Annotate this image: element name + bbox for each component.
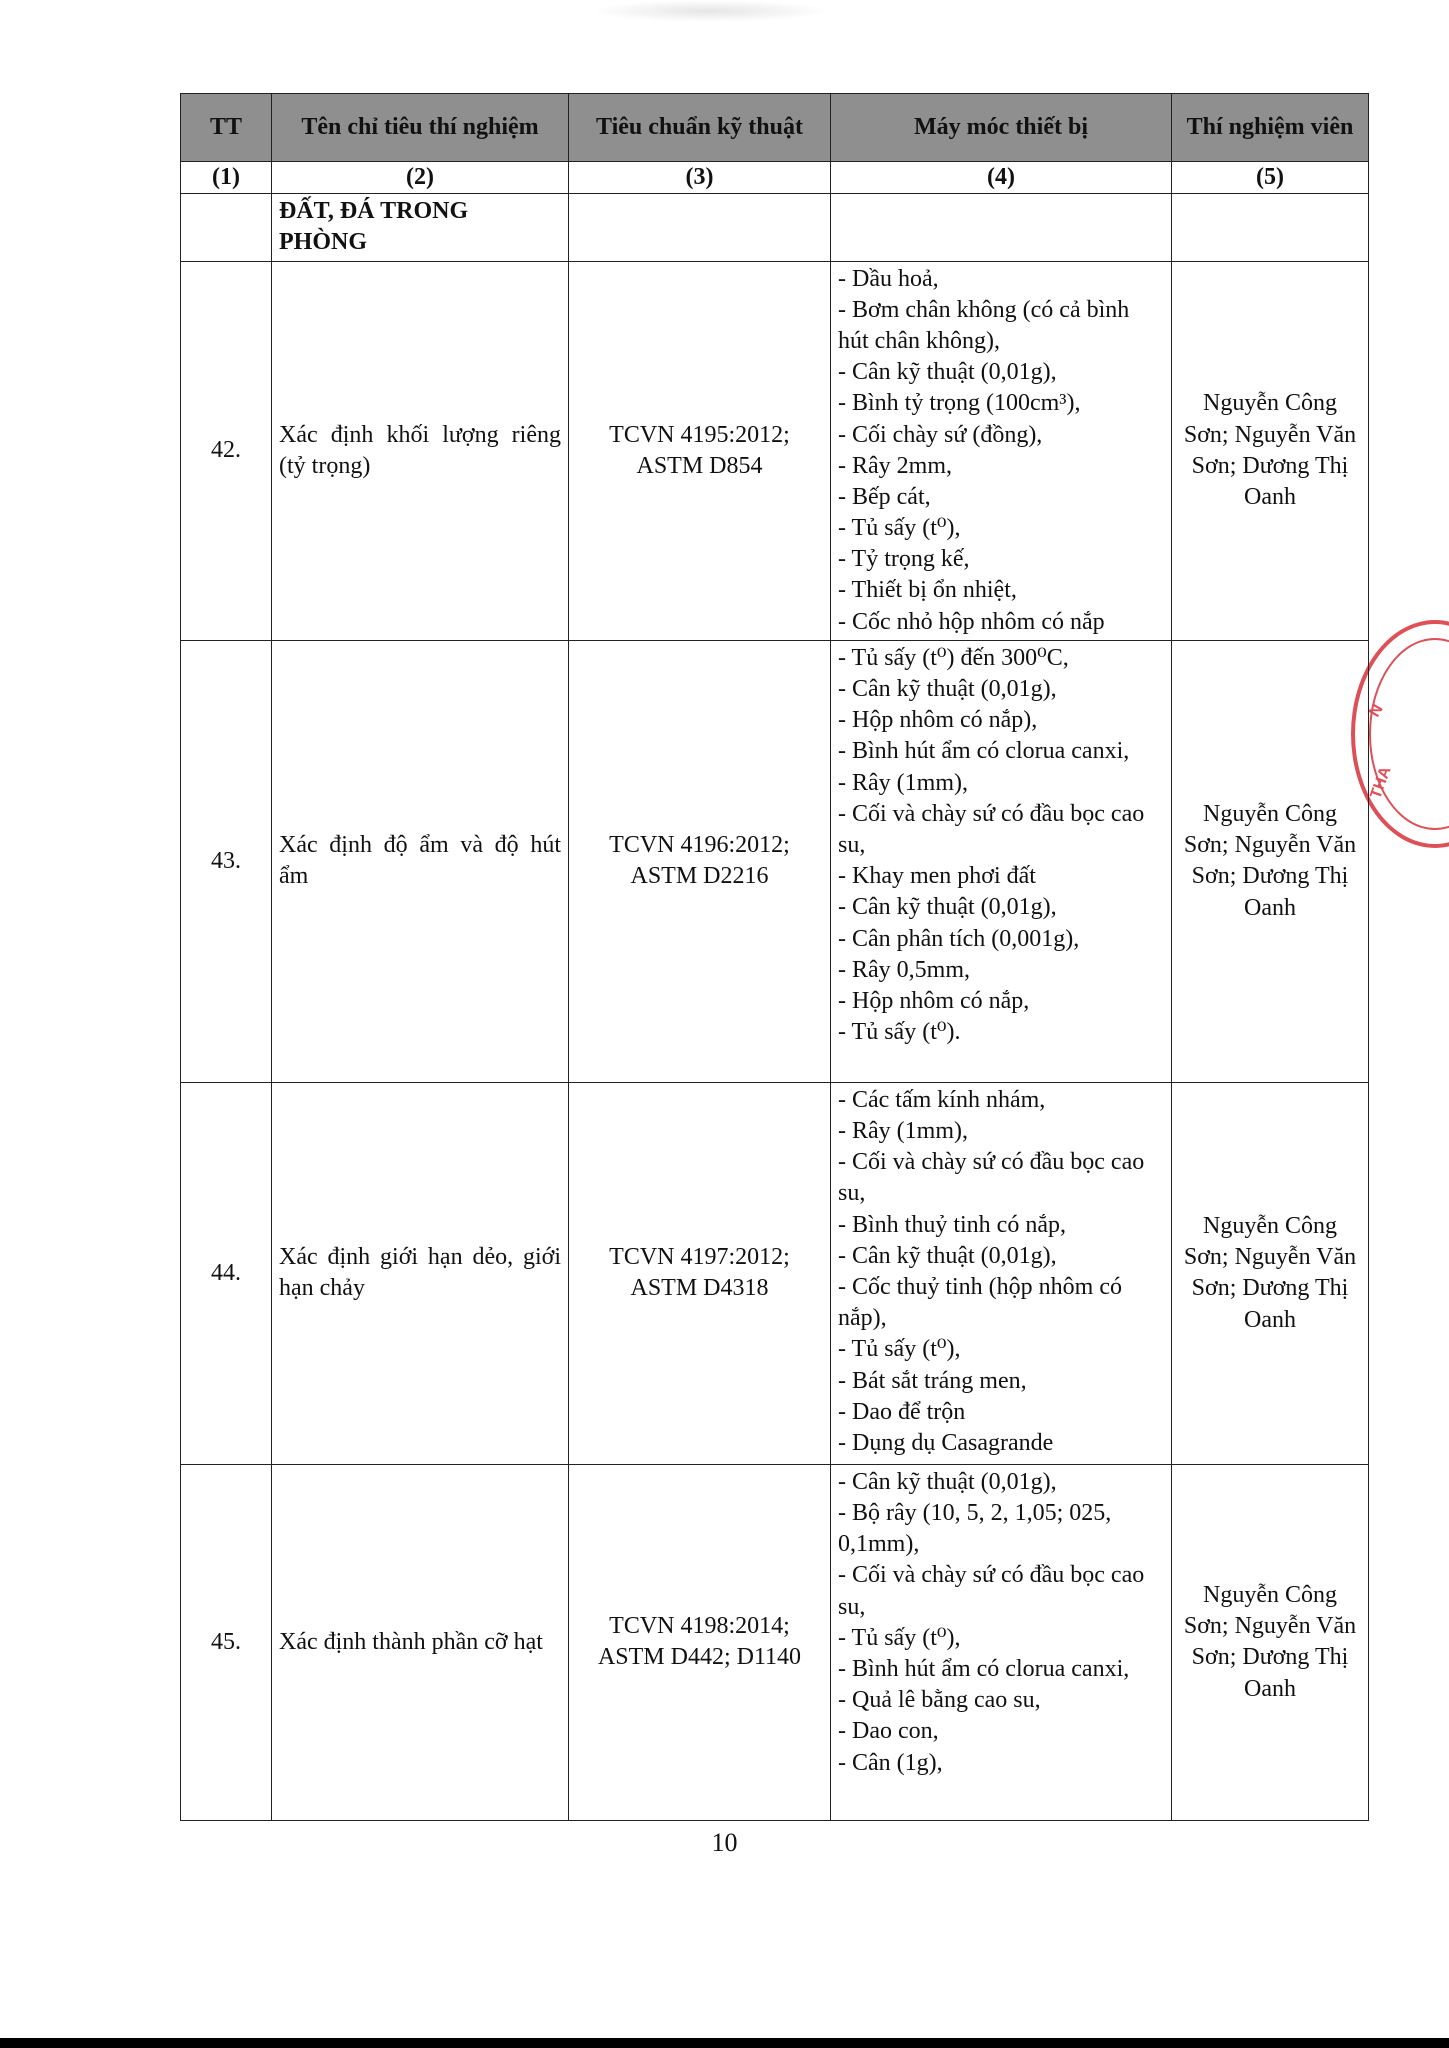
- technician-names: Nguyễn Công Sơn; Nguyễn Văn Sơn; Dương Thị Oanh: [1172, 1464, 1369, 1820]
- column-number: (4): [831, 162, 1172, 194]
- column-number: (1): [181, 162, 272, 194]
- equipment-item: - Dầu hoả,: [838, 265, 939, 292]
- column-number: (2): [272, 162, 569, 194]
- equipment-table: [180, 93, 1369, 1821]
- stamp-text-1: N: [1366, 701, 1387, 721]
- table-row: [181, 1082, 1369, 1464]
- header-row: [181, 94, 1369, 162]
- header-standard: Tiêu chuẩn kỹ thuật: [569, 94, 831, 162]
- standard-line: TCVN 4195:2012;: [609, 421, 790, 448]
- equipment-item: - Bơm chân không (có cả bình hút chân không),: [838, 296, 1130, 354]
- equipment-list: [831, 1464, 1172, 1820]
- standard-line: TCVN 4196:2012;: [609, 832, 790, 859]
- standard-line: ASTM D2216: [630, 863, 769, 890]
- section-empty: [831, 194, 1172, 261]
- equipment-item: - Cân kỹ thuật (0,01g),: [838, 1468, 1057, 1495]
- equipment-item: - Khay men phơi đất: [838, 863, 1036, 890]
- scan-smudge: [590, 0, 830, 22]
- equipment-item: - Tủ sấy (t⁰),: [838, 1624, 961, 1651]
- header-equipment: Máy móc thiết bị: [831, 94, 1172, 162]
- equipment-list: [831, 1082, 1172, 1464]
- equipment-item: - Rây 2mm,: [838, 452, 952, 479]
- header-test-name: Tên chỉ tiêu thí nghiệm: [272, 94, 569, 162]
- equipment-item: - Hộp nhôm có nắp,: [838, 987, 1030, 1014]
- standard-line: ASTM D4318: [630, 1275, 769, 1302]
- section-row: [181, 194, 1369, 261]
- row-number: 42.: [181, 261, 272, 640]
- equipment-item: - Thiết bị ổn nhiệt,: [838, 577, 1017, 604]
- section-title: ĐẤT, ĐÁ TRONG PHÒNG: [272, 194, 569, 261]
- equipment-item: - Các tấm kính nhám,: [838, 1086, 1046, 1113]
- equipment-list: [831, 640, 1172, 1082]
- standard-cell: [569, 1464, 831, 1820]
- equipment-item: - Dao để trộn: [838, 1398, 966, 1425]
- equipment-item: - Rây (1mm),: [838, 769, 968, 796]
- equipment-item: - Cối chày sứ (đồng),: [838, 421, 1043, 448]
- equipment-item: - Dao con,: [838, 1718, 939, 1745]
- row-number: 44.: [181, 1082, 272, 1464]
- equipment-item: - Cân (1g),: [838, 1749, 943, 1776]
- equipment-item: - Dụng dụ Casagrande: [838, 1429, 1054, 1456]
- test-name: Xác định thành phần cỡ hạt: [272, 1464, 569, 1820]
- header-technician: Thí nghiệm viên: [1172, 94, 1369, 162]
- standard-cell: [569, 640, 831, 1082]
- equipment-item: - Cối và chày sứ có đầu bọc cao su,: [838, 1562, 1145, 1620]
- equipment-item: - Cối và chày sứ có đầu bọc cao su,: [838, 1149, 1145, 1207]
- equipment-item: - Bộ rây (10, 5, 2, 1,05; 025, 0,1mm),: [838, 1500, 1112, 1558]
- equipment-list: [831, 261, 1172, 640]
- column-number: (3): [569, 162, 831, 194]
- table-row: [181, 640, 1369, 1082]
- test-name: Xác định độ ẩm và độ hút ẩm: [272, 640, 569, 1082]
- standard-line: ASTM D854: [636, 452, 763, 479]
- equipment-item: - Bát sắt tráng men,: [838, 1367, 1027, 1394]
- equipment-item: - Cân kỹ thuật (0,01g),: [838, 359, 1057, 386]
- stamp-text-2: THA: [1367, 764, 1395, 802]
- equipment-item: - Bình tỷ trọng (100cm³),: [838, 390, 1081, 417]
- header-tt: TT: [181, 94, 272, 162]
- equipment-item: - Tủ sấy (t⁰).: [838, 1019, 961, 1046]
- technician-names: Nguyễn Công Sơn; Nguyễn Văn Sơn; Dương Thị Oanh: [1172, 1082, 1369, 1464]
- equipment-item: - Hộp nhôm có nắp),: [838, 707, 1038, 734]
- equipment-item: - Cân kỹ thuật (0,01g),: [838, 1242, 1057, 1269]
- equipment-item: - Cân phân tích (0,001g),: [838, 925, 1080, 952]
- equipment-item: - Cốc nhỏ hộp nhôm có nắp: [838, 608, 1105, 635]
- test-name: Xác định khối lượng riêng (tỷ trọng): [272, 261, 569, 640]
- section-empty: [569, 194, 831, 261]
- equipment-item: - Bình hút ẩm có clorua canxi,: [838, 1655, 1130, 1682]
- equipment-item: - Rây (1mm),: [838, 1118, 968, 1144]
- page-number: 10: [711, 1828, 738, 1857]
- table-row: [181, 261, 1369, 640]
- equipment-item: - Quả lê bằng cao su,: [838, 1687, 1041, 1714]
- technician-names: Nguyễn Công Sơn; Nguyễn Văn Sơn; Dương Thị Oanh: [1172, 261, 1369, 640]
- technician-names: Nguyễn Công Sơn; Nguyễn Văn Sơn; Dương Thị Oanh: [1172, 640, 1369, 1082]
- equipment-item: - Bình hút ẩm có clorua canxi,: [838, 738, 1130, 765]
- standard-line: TCVN 4198:2014;: [609, 1613, 790, 1640]
- row-number: 43.: [181, 640, 272, 1082]
- standard-line: TCVN 4197:2012;: [609, 1244, 790, 1271]
- equipment-item: - Bếp cát,: [838, 483, 931, 510]
- equipment-item: - Bình thuỷ tinh có nắp,: [838, 1211, 1066, 1238]
- equipment-item: - Tủ sấy (t⁰) đến 300⁰C,: [838, 644, 1069, 671]
- equipment-item: - Cối và chày sứ có đầu bọc cao su,: [838, 800, 1145, 858]
- standard-line: ASTM D442; D1140: [597, 1644, 802, 1671]
- equipment-item: - Tủ sấy (t⁰),: [838, 515, 961, 542]
- column-number: (5): [1172, 162, 1369, 194]
- table-row: [181, 1464, 1369, 1820]
- scan-edge: [0, 2038, 1449, 2048]
- column-number-row: [181, 162, 1369, 194]
- equipment-item: - Rây 0,5mm,: [838, 956, 970, 983]
- test-name: Xác định giới hạn dẻo, giới hạn chảy: [272, 1082, 569, 1464]
- standard-cell: [569, 1082, 831, 1464]
- equipment-item: - Tỷ trọng kế,: [838, 546, 970, 573]
- equipment-item: - Cân kỹ thuật (0,01g),: [838, 894, 1057, 921]
- row-number: 45.: [181, 1464, 272, 1820]
- section-tt-empty: [181, 194, 272, 261]
- section-empty: [1172, 194, 1369, 261]
- equipment-item: - Cân kỹ thuật (0,01g),: [838, 676, 1057, 702]
- equipment-item: - Tủ sấy (t⁰),: [838, 1336, 961, 1363]
- standard-cell: [569, 261, 831, 640]
- equipment-item: - Cốc thuỷ tinh (hộp nhôm có nắp),: [838, 1273, 1122, 1332]
